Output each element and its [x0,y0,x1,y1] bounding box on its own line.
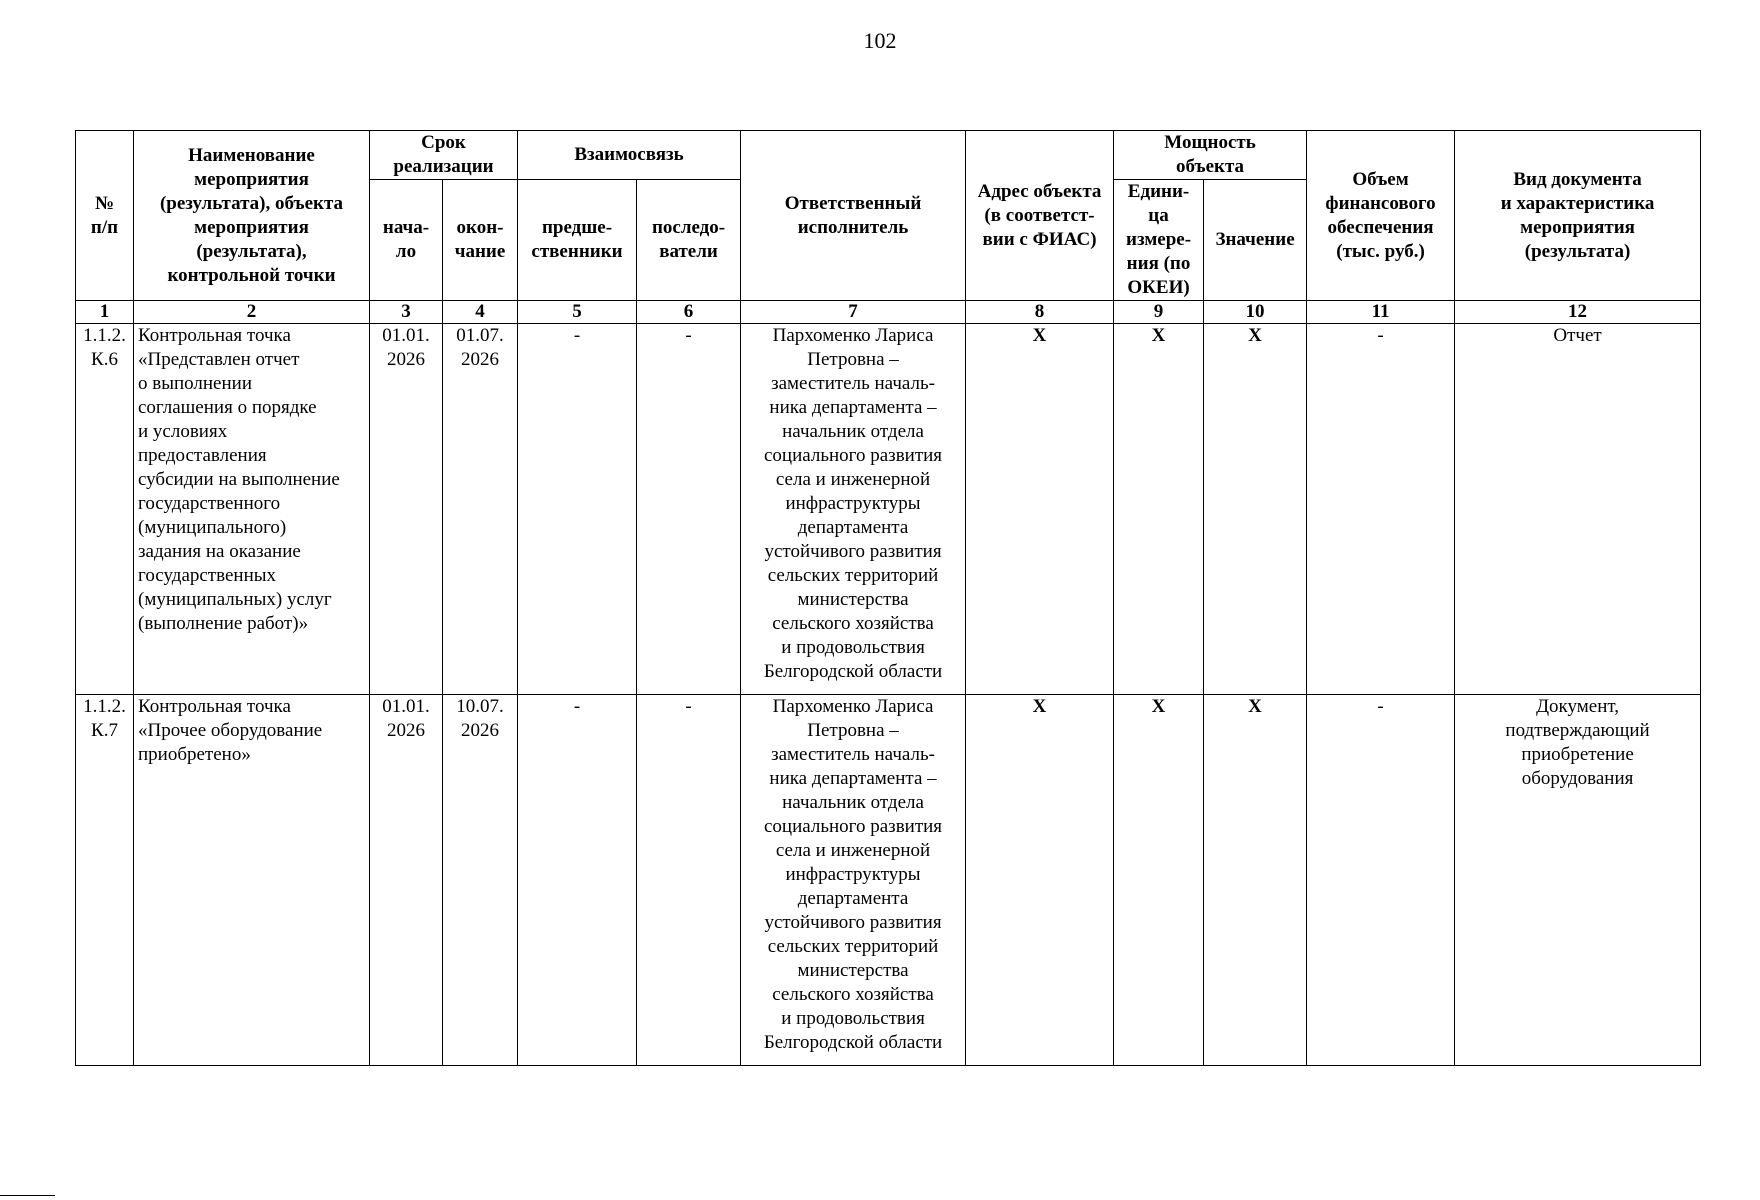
row-finance: - [1307,695,1455,1066]
row-start-date: 01.01. 2026 [370,695,443,1066]
column-number: 1 [76,301,134,324]
column-number: 4 [443,301,518,324]
schedule-table [75,130,1701,1066]
header-col-document: Вид документа и характеристика мероприятия (результата) [1455,131,1701,301]
column-number: 8 [966,301,1114,324]
row-unit: X [1114,324,1204,695]
header-col-start: нача- ло [370,180,443,301]
row-document: Документ, подтверждающий приобретение оборудования [1455,695,1701,1066]
column-number: 5 [518,301,637,324]
table-row [76,324,1701,695]
row-number: 1.1.2. К.6 [76,324,134,695]
row-predecessors: - [518,324,637,695]
header-group-power: Мощность объекта [1114,131,1307,180]
row-name: Контрольная точка «Прочее оборудование приобретено» [134,695,370,1066]
column-number: 7 [741,301,966,324]
column-number: 9 [1114,301,1204,324]
row-start-date: 01.01. 2026 [370,324,443,695]
row-name: Контрольная точка «Представлен отчет о выполнении соглашения о порядке и условиях предоставления субсидии на выполнение государственного (муниципального) задания на оказание государственных (муниципальных) услуг (выполнение работ)» [134,324,370,695]
scan-margin-line [0,1195,55,1196]
column-number: 10 [1204,301,1307,324]
header-col-unit: Едини- ца измере- ния (по ОКЕИ) [1114,180,1204,301]
column-number: 6 [637,301,741,324]
column-number: 11 [1307,301,1455,324]
row-finance: - [1307,324,1455,695]
header-col-end: окон- чание [443,180,518,301]
column-number: 2 [134,301,370,324]
row-value: X [1204,695,1307,1066]
header-col-responsible: Ответственный исполнитель [741,131,966,301]
column-number: 3 [370,301,443,324]
row-predecessors: - [518,695,637,1066]
page-number: 102 [863,28,897,53]
header-col-number: № п/п [76,131,134,301]
row-successors: - [637,695,741,1066]
row-end-date: 01.07. 2026 [443,324,518,695]
header-col-finance: Объем финансового обеспечения (тыс. руб.) [1307,131,1455,301]
row-value: X [1204,324,1307,695]
header-col-value: Значение [1204,180,1307,301]
column-number-row [76,301,1701,324]
row-successors: - [637,324,741,695]
column-number: 12 [1455,301,1701,324]
header-col-name: Наименование мероприятия (результата), объекта мероприятия (результата), контрольной точки [134,131,370,301]
header-group-term: Срок реализации [370,131,518,180]
header-col-successors: последо- ватели [637,180,741,301]
header-col-predecessors: предше- ственники [518,180,637,301]
row-responsible: Пархоменко Лариса Петровна – заместитель началь- ника департамента – начальник отдела социального развития села и инженерной инфраструктуры департамента устойчивого развития сельских территорий министерства сельского хозяйства и продовольствия Белгородской области [741,324,966,695]
header-group-link: Взаимосвязь [518,131,741,180]
row-unit: X [1114,695,1204,1066]
row-document: Отчет [1455,324,1701,695]
header-row-top [76,131,1701,180]
row-end-date: 10.07. 2026 [443,695,518,1066]
header-col-address: Адрес объекта (в соответст- вии с ФИАС) [966,131,1114,301]
row-number: 1.1.2. К.7 [76,695,134,1066]
row-address: X [966,324,1114,695]
row-responsible: Пархоменко Лариса Петровна – заместитель началь- ника департамента – начальник отдела социального развития села и инженерной инфраструктуры департамента устойчивого развития сельских территорий министерства сельского хозяйства и продовольствия Белгородской области [741,695,966,1066]
table-row [76,695,1701,1066]
row-address: X [966,695,1114,1066]
